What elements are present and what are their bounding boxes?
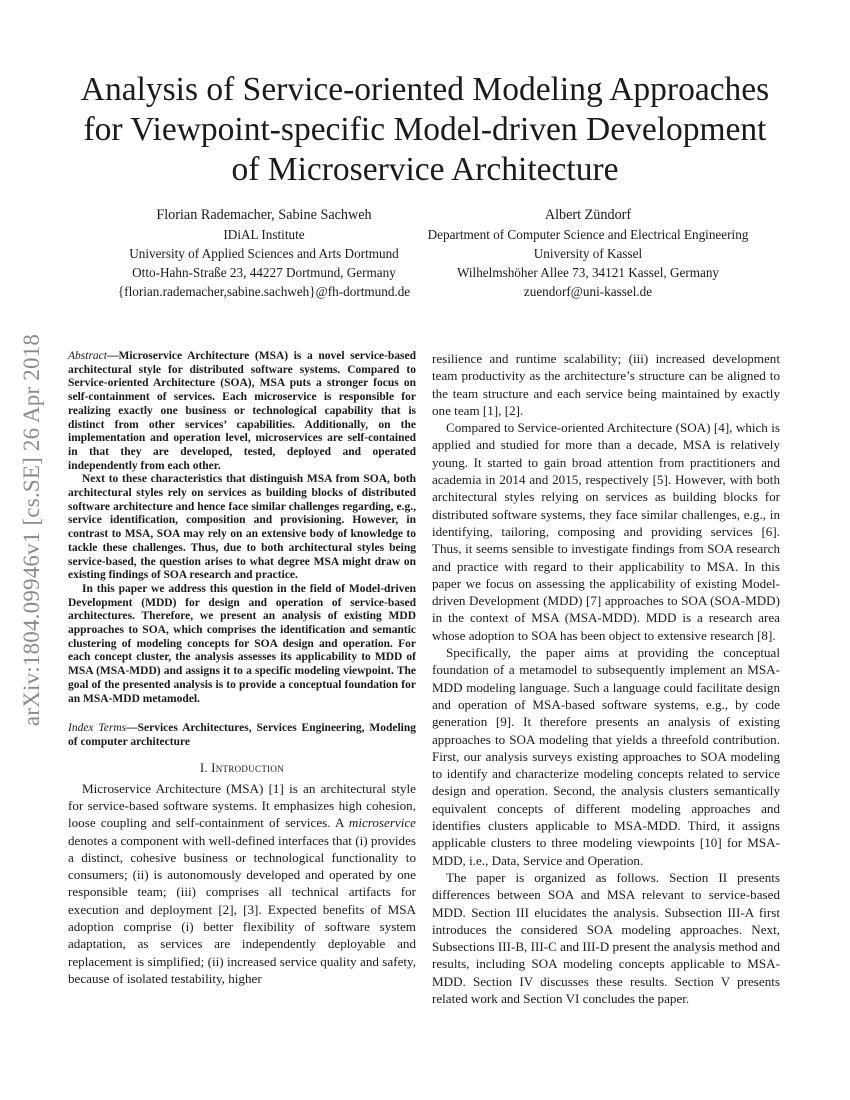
author-name: Florian Rademacher, Sabine Sachweh xyxy=(156,207,372,223)
abstract-paragraph xyxy=(68,350,416,473)
abstract-lead: Abstract xyxy=(68,350,107,362)
left-column xyxy=(68,350,416,987)
author-affiliation-line: Otto-Hahn-Straße 23, 44227 Dortmund, Germany xyxy=(132,265,396,280)
author-block-2 xyxy=(400,206,776,301)
section-heading: I. Introduction xyxy=(199,760,285,775)
author-affiliation-line: University of Kassel xyxy=(533,246,643,261)
author-affiliation-line: Wilhelmshöher Allee 73, 34121 Kassel, Germany xyxy=(456,265,720,280)
body-paragraph: resilience and runtime scalability; (iii) increased development team productivity as the architecture’s structure can be aligned to the team structure and each service being maintained by exactly one team [1], [2]. xyxy=(432,351,780,418)
abstract-paragraph: Next to these characteristics that distinguish MSA from SOA, both architectural styles rely on services as building blocks of distributed software architecture and hence face similar challenges regarding, e.g., service identification, composition and provisioning. However, in contrast to MSA, SOA may rely on an extensive body of knowledge to tackle these challenges. Thus, due to both architectural styles being service-based, the question arises to what degree MSA might draw on existing findings of SOA research and practice. xyxy=(68,473,416,582)
abstract xyxy=(68,350,416,706)
paper-title xyxy=(60,70,790,190)
index-terms-lead: Index Terms xyxy=(68,722,127,735)
introduction-body xyxy=(68,780,416,988)
title-line-2: for Viewpoint-specific Model-driven Development xyxy=(83,111,767,148)
arxiv-stamp xyxy=(12,260,52,800)
author-name: Albert Zündorf xyxy=(544,207,632,223)
title-line-1: Analysis of Service-oriented Modeling Approaches xyxy=(80,71,770,108)
abstract-paragraph: In this paper we address this question in the field of Model-driven Development (MDD) for design and operation of service-based architectures. Therefore, we present an analysis of existing MDD approaches to SOA, which comprises the identification and semantic clustering of modeling concepts for SOA design and operation. For each concept cluster, the analysis assesses its applicability to MDD of MSA (MSA-MDD) and assigns it to a specific modeling viewpoint. The goal of the presented analysis is to provide a conceptual foundation for an MSA-MDD metamodel. xyxy=(68,582,416,705)
body-text: denotes a component with well-defined interfaces that (i) provides a distinct, cohesive business or technological functionality to consumers; (ii) is autonomously developed and operated by one responsible team; (iii) comprises all technical artifacts for execution and deployment [2], [3]. Expected benefits of MSA adoption comprise (i) better flexibility of software system adaptation, as services are independently deployable and replacement is simplified; (ii) increased service quality and safety, because of isolated testability, higher xyxy=(68,832,416,986)
body-text: Microservice Architecture (MSA) [1] is an architectural style for service-based software systems. It emphasizes high cohesion, loose coupling and self-containment of services. A xyxy=(68,780,416,831)
abstract-text: —Microservice Architecture (MSA) is a novel service-based architectural style for distributed software systems. Compared to Service-oriented Architecture (SOA), MSA puts a stronger focus on self-containment of services. Each microservice is responsible for realizing exactly one business or technological capability that is distinct from other services’ capabilities. Additionally, on the implementation and operation level, microservices are self-contained in that they are developed, tested, deployed and operated independently from each other. xyxy=(68,350,416,472)
right-column xyxy=(432,350,780,1007)
author-email: {florian.rademacher,sabine.sachweh}@fh-dortmund.de xyxy=(117,284,411,299)
arxiv-stamp-text: arXiv:1804.09946v1 [cs.SE] 26 Apr 2018 xyxy=(19,333,44,727)
body-paragraph: Compared to Service-oriented Architecture (SOA) [4], which is applied and studied for more than a decade, MSA is relatively young. It started to gain broad attention from practitioners and academia in 2014 and 2015, respectively [5]. However, with both architectural styles relying on services as building blocks for distributed software systems, they face similar challenges, e.g., in identifying, tailoring, composing and providing services [6]. Thus, it seems sensible to investigate findings from SOA research and practice with regard to their applicability to MSA. In this paper we focus on assessing the applicability of existing Model-driven Development (MDD) [7] approaches to SOA (SOA-MDD) in the context of MSA (MSA-MDD). MDD is a research area whose adoption to SOA has been object to extensive research [8]. xyxy=(432,420,780,643)
body-paragraph xyxy=(68,780,416,988)
author-email: zuendorf@uni-kassel.de xyxy=(523,284,653,299)
title-line-3: of Microservice Architecture xyxy=(231,151,619,188)
body-paragraph: The paper is organized as follows. Section II presents differences between SOA and MSA relevant to service-based MDD. Section III elucidates the analysis. Subsection III-A first introduces the considered SOA modeling approaches. Next, Subsections III-B, III-C and III-D present the analysis method and results, including SOA modeling concepts applicable to MSA-MDD. Section IV discusses these results. Section V presents related work and Section VI concludes the paper. xyxy=(432,869,780,1006)
author-affiliation-line: Department of Computer Science and Electrical Engineering xyxy=(427,227,749,242)
index-terms-text: —Services Architectures, Services Engineering, Modeling of computer architecture xyxy=(68,722,416,748)
index-terms xyxy=(68,722,416,749)
author-affiliation-line: University of Applied Sciences and Arts Dortmund xyxy=(129,246,399,261)
emphasized-term: microservice xyxy=(348,815,416,831)
body-paragraph: Specifically, the paper aims at providing the conceptual foundation of a metamodel to subsequently implement an MSA-MDD modeling language. Such a language could facilitate design and operation of MSA-based software systems, e.g., by code generation [9]. It therefore presents an analysis of existing approaches to SOA modeling that yields a threefold contribution. First, our analysis surveys existing approaches to SOA modeling to identify and characterize modeling concepts related to service design and operation. Second, the analysis clusters semantically equivalent concepts of different modeling approaches and identifies clusters applicable to MSA-MDD. Third, it assigns applicable clusters to three modeling viewpoints [10] for MSA-MDD, i.e., Data, Service and Operation. xyxy=(432,645,780,868)
introduction-body-continued xyxy=(432,350,780,1007)
author-affiliation-line: IDiAL Institute xyxy=(223,227,305,242)
